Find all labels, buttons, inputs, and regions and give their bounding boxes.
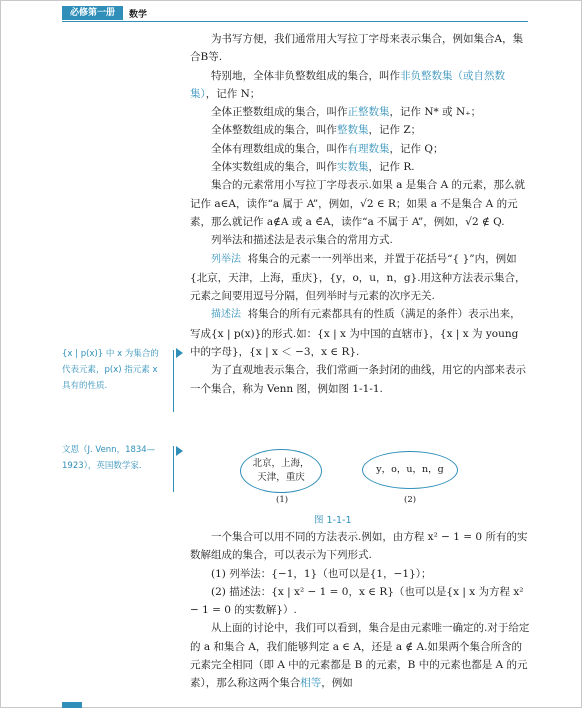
venn-figure	[236, 449, 476, 519]
main-text-continued	[190, 528, 530, 693]
keyword: 有理数集	[347, 142, 390, 155]
paragraph: 为了直观地表示集合，我们常画一条封闭的曲线，用它的内部来表示一个集合，称为 Venn 图，例如图 1-1-1.	[190, 364, 526, 395]
sidenote-description: {x | p(x)} 中 x 为集合的代表元素，p(x) 指元素 x 具有的性质.	[62, 346, 162, 394]
header-rule	[62, 21, 528, 22]
paragraph: 全体正整数组成的集合，叫作正整数集，记作 N* 或 N₊；	[211, 106, 482, 119]
paragraph: 集合的元素常用小写拉丁字母表示.如果 a 是集合 A 的元素，那么就记作 a∈A，读作“a 属于 A”，例如，√2 ∈ R；如果 a 不是集合 A 的元素，那么就记作 a∉A 或 a ∈̄A，读作“a 不属于 A”，例如，√2 ∉ Q.	[190, 179, 526, 228]
figure-caption: 图 1-1-1	[314, 515, 352, 526]
paragraph: 全体整数组成的集合，叫作整数集，记作 Z；	[211, 124, 422, 137]
page-header	[62, 6, 147, 20]
main-text	[190, 30, 530, 398]
sidenote-venn: 文恩（J. Venn，1834—1923），英国数学家.	[62, 442, 162, 474]
venn-label: (2)	[404, 495, 417, 505]
paragraph: 列举法 将集合的元素一一列举出来，并置于花括号“{ }”内，例如{北京，天津，上海，重庆}，{y，o，u，n，g}.用这种方法表示集合，元素之间要用逗号分隔，但列举时与元素的次序无关.	[190, 252, 526, 303]
keyword: 正整数集	[347, 106, 390, 119]
sidenote-bar	[173, 446, 174, 492]
paragraph: 描述法 将集合的所有元素都具有的性质（满足的条件）表示出来，写成{x | p(x)}的形式.如：{x | x 为中国的直辖市}，{x | x 为 young 中的字母}，{x | x ＜ −3，x ∈ R}.	[190, 308, 521, 359]
paragraph: 特别地，全体非负整数组成的集合，叫作非负整数集（或自然数集），记作 N；	[190, 69, 505, 100]
book-tag: 必修第一册	[62, 6, 123, 20]
paragraph: (1) 列举法：{−1，1}（也可以是{1，−1}）；	[211, 567, 432, 580]
venn-ellipse: y，o，u，n，g	[362, 451, 458, 489]
paragraph: 列举法和描述法是表示集合的常用方式.	[211, 234, 393, 247]
keyword: 整数集	[337, 124, 369, 137]
subject-label: 数学	[129, 9, 148, 20]
keyword: 非负整数集（或自然数集）	[190, 69, 505, 100]
pointer-icon	[176, 348, 183, 358]
keyword: 相等	[300, 677, 322, 690]
method-heading: 列举法	[211, 253, 241, 265]
paragraph: 从上面的讨论中，我们可以看到，集合是由元素唯一确定的.对于给定的 a 和集合 A，我们能够判定 a ∈ A，还是 a ∉ A.如果两个集合所含的元素完全相同（即 A 中的元素都是 B 的元素，B 中的元素也都是 A 的元素），那么称这两个集合相等，例如	[190, 622, 530, 690]
sidenote-bar	[173, 350, 174, 412]
paragraph: 一个集合可以用不同的方法表示.例如，由方程 x² − 1 = 0 所有的实数解组成的集合，可以表示为下列形式.	[190, 531, 528, 562]
venn-label: (1)	[276, 495, 289, 505]
paragraph: 全体有理数组成的集合，叫作有理数集，记作 Q；	[211, 142, 444, 155]
method-heading: 描述法	[211, 309, 241, 321]
pointer-icon	[176, 446, 183, 456]
paragraph: 为书写方便，我们通常用大写拉丁字母来表示集合，例如集合A，集合B等.	[190, 33, 524, 64]
keyword: 实数集	[337, 161, 369, 174]
page-number-tab	[62, 702, 82, 708]
paragraph: 全体实数组成的集合，叫作实数集，记作 R.	[211, 161, 415, 174]
paragraph: (2) 描述法：{x | x² − 1 = 0，x ∈ R}（也可以是{x | x 为方程 x² − 1 = 0 的实数解}）.	[190, 585, 524, 617]
venn-ellipse: 北京，上海，天津，重庆	[240, 449, 322, 493]
